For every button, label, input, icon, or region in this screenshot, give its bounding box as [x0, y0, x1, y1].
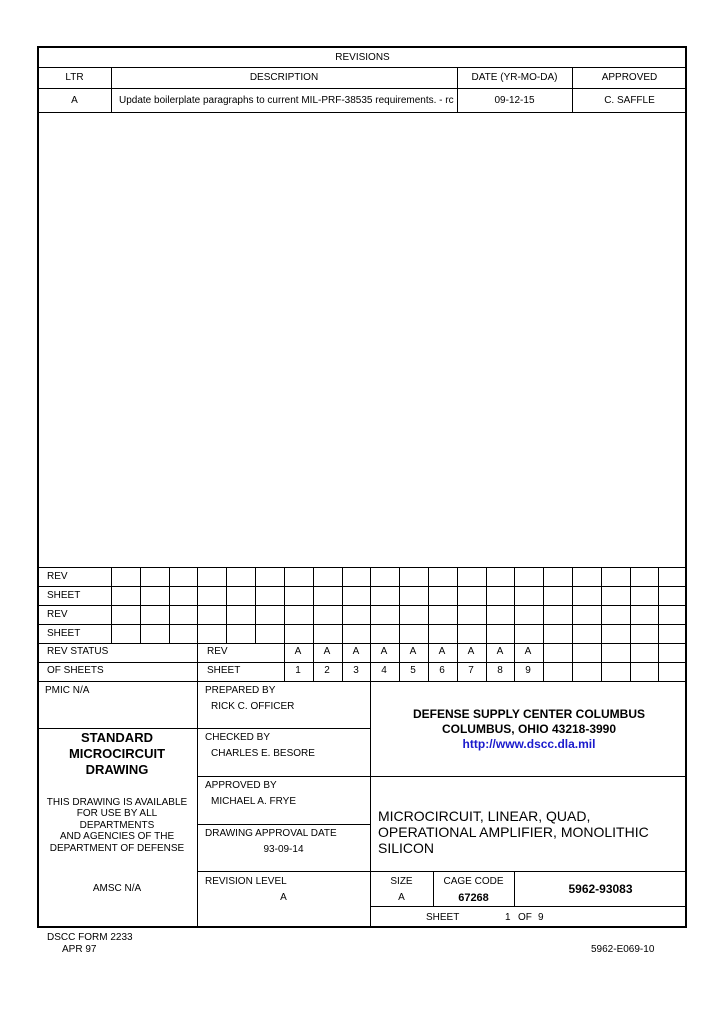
rev-ltr: A: [71, 95, 78, 106]
status-sheet-5: 5: [410, 665, 416, 676]
rev-description: Update boilerplate paragraphs to current MIL-PRF-38535 requirements. - rc: [119, 95, 454, 106]
status-rev-2: A: [323, 646, 331, 657]
rule: [38, 662, 687, 663]
status-rev-5: A: [409, 646, 417, 657]
rule: [38, 624, 687, 625]
status-rev-4: A: [380, 646, 388, 657]
rev-row-label-1: REV: [47, 571, 68, 582]
status-sheet-3: 3: [353, 665, 359, 676]
rule: [370, 906, 687, 907]
size-label: SIZE: [390, 876, 413, 887]
drawing-title: MICROCIRCUIT, LINEAR, QUAD, OPERATIONAL AMPLIFIER, MONOLITHIC SILICON: [378, 808, 649, 856]
agency-name: DEFENSE SUPPLY CENTER COLUMBUS: [412, 707, 646, 721]
revisions-header: REVISIONS: [335, 52, 390, 63]
col-ltr: LTR: [65, 72, 84, 83]
footer-date: APR 97: [62, 944, 97, 955]
rule: [38, 67, 687, 68]
prepared-label: PREPARED BY: [205, 685, 276, 696]
status-sheet-4: 4: [381, 665, 387, 676]
availability-line1: THIS DRAWING IS AVAILABLE: [46, 797, 188, 808]
rule: [38, 643, 687, 644]
status-rev-1: A: [294, 646, 302, 657]
size-value: A: [398, 892, 405, 903]
pmic: PMIC N/A: [45, 685, 90, 696]
rule: [197, 824, 370, 825]
status-sheet-1: 1: [295, 665, 301, 676]
grid-line: [486, 567, 487, 681]
standard-line2: MICROCIRCUIT: [68, 746, 166, 761]
status-sheet-2: 2: [324, 665, 330, 676]
grid-line: [457, 567, 458, 681]
cage-label: CAGE CODE: [443, 876, 504, 887]
agency-url[interactable]: http://www.dscc.dla.mil: [462, 737, 596, 751]
availability-line2: FOR USE BY ALL: [76, 808, 158, 819]
col-description: DESCRIPTION: [249, 72, 319, 83]
grid-line: [572, 567, 573, 681]
sheet-current: 1: [505, 912, 511, 923]
grid-line: [370, 567, 371, 681]
status-sheet-label: SHEET: [207, 665, 241, 676]
status-rev-6: A: [438, 646, 446, 657]
standard-line3: DRAWING: [85, 762, 149, 777]
rule: [111, 567, 112, 643]
rule: [197, 643, 198, 928]
of-sheets-label: OF SHEETS: [47, 665, 104, 676]
cage-value: 67268: [458, 892, 489, 904]
status-sheet-9: 9: [525, 665, 531, 676]
grid-line: [658, 567, 659, 681]
footer-code: 5962-E069-10: [591, 944, 655, 955]
sheet-total: 9: [538, 912, 544, 923]
rule: [197, 776, 687, 777]
grid-line: [140, 567, 141, 643]
grid-line: [601, 567, 602, 681]
grid-line: [313, 567, 314, 681]
rule: [38, 681, 687, 682]
sheet-row-label-2: SHEET: [47, 628, 81, 639]
revision-level-label: REVISION LEVEL: [205, 876, 287, 887]
rule: [38, 605, 687, 606]
rule: [38, 112, 687, 113]
availability-line5: DEPARTMENT OF DEFENSE: [49, 843, 185, 854]
rule: [38, 88, 687, 89]
checked-name: CHARLES E. BESORE: [211, 748, 315, 759]
rule: [38, 567, 687, 568]
status-rev-3: A: [352, 646, 360, 657]
status-rev-label: REV: [207, 646, 228, 657]
grid-line: [514, 567, 515, 681]
grid-line: [255, 567, 256, 643]
agency-address: COLUMBUS, OHIO 43218-3990: [441, 722, 617, 736]
standard-line1: STANDARD: [81, 730, 153, 745]
rule: [197, 871, 687, 872]
rev-row-label-2: REV: [47, 609, 68, 620]
sheet-row-label-1: SHEET: [47, 590, 81, 601]
grid-line: [543, 567, 544, 681]
rule: [38, 728, 197, 729]
grid-line: [399, 567, 400, 681]
col-date: DATE (YR-MO-DA): [471, 72, 558, 83]
rev-status-label: REV STATUS: [47, 646, 109, 657]
grid-line: [197, 567, 198, 643]
status-rev-9: A: [524, 646, 532, 657]
availability-line4: AND AGENCIES OF THE: [59, 831, 175, 842]
grid-line: [342, 567, 343, 681]
status-sheet-8: 8: [497, 665, 503, 676]
grid-line: [630, 567, 631, 681]
approved-label: APPROVED BY: [205, 780, 277, 791]
approval-date-label: DRAWING APPROVAL DATE: [205, 828, 337, 839]
rev-approved: C. SAFFLE: [604, 95, 655, 106]
rule: [38, 586, 687, 587]
footer-form: DSCC FORM 2233: [47, 932, 133, 943]
sheet-of: OF: [518, 912, 532, 923]
status-rev-8: A: [496, 646, 504, 657]
availability-line3: DEPARTMENTS: [79, 820, 155, 831]
grid-line: [284, 567, 285, 681]
approved-name: MICHAEL A. FRYE: [211, 796, 297, 807]
revision-level-value: A: [280, 892, 287, 903]
grid-line: [226, 567, 227, 643]
grid-line: [169, 567, 170, 643]
sheet-label: SHEET: [426, 912, 460, 923]
prepared-name: RICK C. OFFICER: [211, 701, 295, 712]
status-sheet-7: 7: [468, 665, 474, 676]
col-approved: APPROVED: [601, 72, 658, 83]
grid-line: [428, 567, 429, 681]
rule: [197, 728, 370, 729]
checked-label: CHECKED BY: [205, 732, 271, 743]
approval-date-value: 93-09-14: [263, 844, 304, 855]
drawing-number: 5962-93083: [568, 882, 633, 896]
status-rev-7: A: [467, 646, 475, 657]
rev-date: 09-12-15: [494, 95, 535, 106]
drawing-frame: [37, 46, 687, 928]
amsc: AMSC N/A: [92, 883, 142, 894]
status-sheet-6: 6: [439, 665, 445, 676]
